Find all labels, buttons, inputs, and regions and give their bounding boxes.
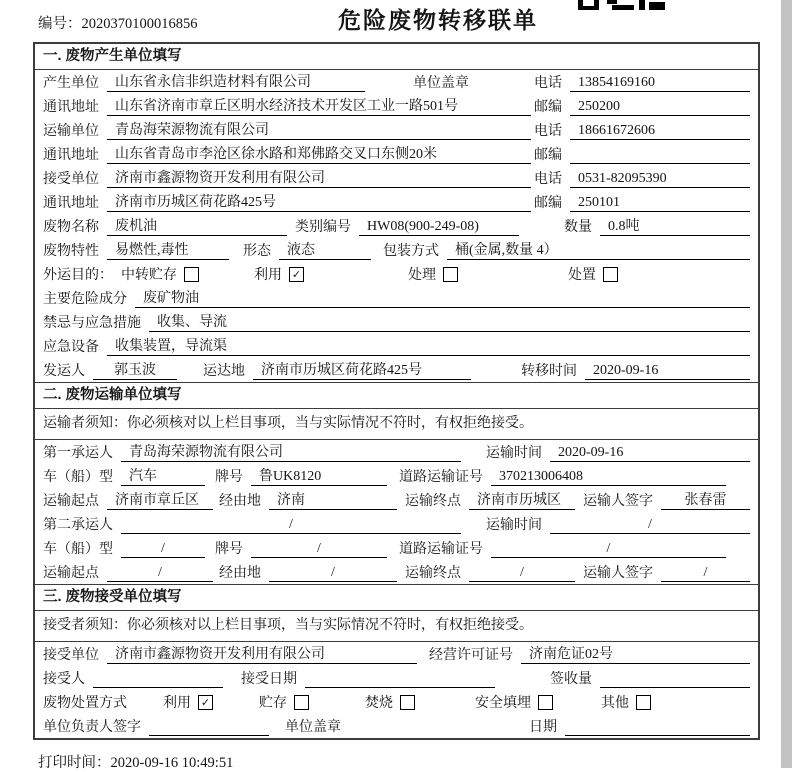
transporter-label: 运输单位: [43, 124, 99, 139]
treatment-checkbox: [443, 267, 458, 282]
option-label: 其他: [601, 696, 629, 711]
trait-value: 易燃性,毒性: [107, 239, 229, 260]
receiver-value: 济南市鑫源物资开发利用有限公司: [107, 167, 531, 188]
carrier2-vehicle-value: /: [121, 541, 205, 558]
recipient-value: [93, 687, 223, 688]
category-value: HW08(900-249-08): [359, 219, 519, 236]
carrier2-end-value: /: [469, 565, 575, 582]
form-row: [35, 286, 758, 310]
taboo-label: 禁忌与应急措施: [43, 316, 141, 331]
hazard-value: 废矿物油: [135, 287, 750, 308]
option-label: 贮存: [259, 696, 287, 711]
receiver-address-value: 济南市历城区荷花路425号: [107, 191, 531, 212]
print-time-value: 2020-09-16 10:49:51: [110, 755, 234, 771]
end-label: 运输终点: [405, 494, 461, 509]
form-row: [35, 190, 758, 214]
page-title: 危险废物转移联单: [338, 7, 538, 33]
destination-label: 运达地: [203, 364, 245, 379]
sign-label: 运输人签字: [583, 566, 653, 581]
carrier1-end-value: 济南市历城区: [469, 489, 575, 510]
form-row: [35, 512, 758, 536]
carrier1-plate-value: 鲁UK8120: [251, 465, 387, 486]
form-row: [35, 166, 758, 190]
form-row: [35, 262, 758, 286]
option-label: 安全填埋: [475, 696, 531, 711]
scrollbar-track[interactable]: [781, 0, 792, 768]
form-row: [35, 310, 758, 334]
serial-value: 2020370100016856: [81, 16, 198, 32]
waste-name-label: 废物名称: [43, 220, 99, 235]
option-label: 利用: [163, 696, 191, 711]
carrier1-origin-value: 济南市章丘区: [107, 489, 213, 510]
form-row: [35, 238, 758, 262]
carrier2-label: 第二承运人: [43, 518, 113, 533]
packing-label: 包装方式: [383, 244, 439, 259]
address-label: 通讯地址: [43, 148, 99, 163]
accept-date-value: [305, 687, 495, 688]
purpose-option-transfer-storage: [121, 264, 199, 284]
origin-label: 运输起点: [43, 566, 99, 581]
equipment-value: 收集装置，导流渠: [107, 335, 750, 356]
producer-phone-value: 13854169160: [570, 75, 750, 92]
transporter-address-value: 山东省青岛市李沧区徐水路和郑佛路交叉口东侧20米: [107, 143, 531, 164]
quantity-value: 0.8吨: [600, 215, 750, 236]
producer-zip-value: 250200: [570, 99, 750, 116]
zip-label: 邮编: [534, 100, 562, 115]
recipient-label: 接受人: [43, 672, 85, 687]
end-label: 运输终点: [405, 566, 461, 581]
taboo-value: 收集、导流: [149, 311, 750, 332]
document-header: [0, 0, 796, 42]
carrier2-plate-value: /: [251, 541, 387, 558]
sign-label: 运输人签字: [583, 494, 653, 509]
vehicle-label: 车（船）型: [43, 542, 113, 557]
plate-label: 牌号: [215, 542, 243, 557]
sender-label: 发运人: [43, 364, 85, 379]
transfer-time-label: 转移时间: [521, 364, 577, 379]
purpose-option-reuse: [254, 264, 304, 284]
disposal-option-reuse: [163, 692, 213, 712]
form-row: [35, 560, 758, 584]
transporter-value: 青岛海荣源物流有限公司: [107, 119, 531, 140]
received-amount-label: 签收量: [550, 672, 592, 687]
option-label: 处置: [568, 268, 596, 283]
disposal-option-incineration: [365, 692, 415, 712]
storage-checkbox: [294, 695, 309, 710]
receiver-phone-value: 0531-82095390: [570, 171, 750, 188]
carrier1-via-value: 济南: [269, 489, 397, 510]
road-license-label: 道路运输证号: [399, 542, 483, 557]
trait-label: 废物特性: [43, 244, 99, 259]
purpose-option-disposal: [568, 264, 618, 284]
form-row: [35, 464, 758, 488]
checkbox-mark: ✓: [291, 267, 302, 281]
form-row: [35, 214, 758, 238]
qr-code-fragment: [578, 0, 666, 10]
carrier1-name-value: 青岛海荣源物流有限公司: [121, 441, 461, 462]
carrier1-label: 第一承运人: [43, 446, 113, 461]
carrier2-name-value: /: [121, 517, 461, 534]
form-row: [35, 488, 758, 512]
via-label: 经由地: [219, 494, 261, 509]
carrier1-vehicle-value: 汽车: [121, 465, 205, 486]
phone-label: 电话: [534, 172, 562, 187]
destination-value: 济南市历城区荷花路425号: [253, 359, 471, 380]
phone-label: 电话: [534, 76, 562, 91]
carrier1-license-value: 370213006408: [491, 469, 726, 486]
producer-value: 山东省永信非织造材料有限公司: [107, 71, 365, 92]
purpose-option-treatment: [408, 264, 458, 284]
road-license-label: 道路运输证号: [399, 470, 483, 485]
carrier2-origin-value: /: [107, 565, 213, 582]
date-value: [565, 735, 750, 736]
form-row: [35, 536, 758, 560]
section2-title: 二. 废物运输单位填写: [35, 382, 758, 409]
other-checkbox: [636, 695, 651, 710]
serial-label: 编号：: [38, 16, 82, 32]
zip-label: 邮编: [534, 196, 562, 211]
landfill-checkbox: [538, 695, 553, 710]
carrier2-license-value: /: [491, 541, 726, 558]
origin-label: 运输起点: [43, 494, 99, 509]
equipment-label: 应急设备: [43, 340, 99, 355]
form-row: [35, 714, 758, 738]
incineration-checkbox: [400, 695, 415, 710]
transport-time-label: 运输时间: [486, 518, 542, 533]
transfer-storage-checkbox: [184, 267, 199, 282]
reuse-checkbox: [289, 267, 304, 282]
form-label: 形态: [243, 244, 271, 259]
disposal-checkbox: [603, 267, 618, 282]
disposal-method-label: 废物处置方式: [43, 696, 127, 711]
packing-value: 桶(金属,数量 4）: [447, 239, 750, 260]
plate-label: 牌号: [215, 470, 243, 485]
date-label: 日期: [529, 720, 557, 735]
carrier1-sign-value: 张春雷: [661, 489, 750, 510]
form-row: [35, 142, 758, 166]
form-row: [35, 358, 758, 382]
via-label: 经由地: [219, 566, 261, 581]
hazardous-waste-transfer-form: [33, 42, 760, 740]
section-receiver: [35, 584, 758, 738]
permit-label: 经营许可证号: [429, 648, 513, 663]
form-row: [35, 690, 758, 714]
form-value: 液态: [279, 239, 371, 260]
carrier1-time-value: 2020-09-16: [550, 445, 750, 462]
receiver-notice: 接受者须知：你必须核对以上栏目事项，当与实际情况不符时，有权拒绝接受。: [35, 611, 758, 642]
address-label: 通讯地址: [43, 100, 99, 115]
print-time-label: 打印时间：: [38, 755, 111, 771]
print-time: [38, 751, 233, 772]
received-amount-value: [600, 687, 750, 688]
section-transporter: [35, 382, 758, 584]
unit-seal-label: 单位盖章: [285, 720, 341, 735]
checkbox-mark: ✓: [200, 695, 211, 709]
receiver-label: 接受单位: [43, 648, 99, 663]
form-row: [35, 118, 758, 142]
form-row: [35, 666, 758, 690]
carrier2-time-value: /: [550, 517, 750, 534]
waste-name-value: 废机油: [107, 215, 287, 236]
transfer-time-value: 2020-09-16: [585, 363, 750, 380]
category-label: 类别编号: [295, 220, 351, 235]
disposal-option-storage: [259, 692, 309, 712]
transport-time-label: 运输时间: [486, 446, 542, 461]
option-label: 焚烧: [365, 696, 393, 711]
permit-value: 济南危证02号: [521, 643, 750, 664]
transporter-notice: 运输者须知：你必须核对以上栏目事项，当与实际情况不符时，有权拒绝接受。: [35, 409, 758, 440]
transporter-phone-value: 18661672606: [570, 123, 750, 140]
purpose-label: 外运目的：: [43, 268, 113, 283]
hazard-label: 主要危险成分: [43, 292, 127, 307]
option-label: 利用: [254, 268, 282, 283]
option-label: 处理: [408, 268, 436, 283]
principal-sign-value: [149, 735, 269, 736]
unit-seal-label: 单位盖章: [413, 76, 469, 91]
transporter-zip-value: [570, 163, 750, 164]
address-label: 通讯地址: [43, 196, 99, 211]
producer-address-value: 山东省济南市章丘区明水经济技术开发区工业一路501号: [107, 95, 531, 116]
form-row: [35, 94, 758, 118]
form-row: [35, 440, 758, 464]
option-label: 中转贮存: [121, 268, 177, 283]
phone-label: 电话: [534, 124, 562, 139]
form-row: [35, 70, 758, 94]
sender-value: 郭玉波: [93, 359, 177, 380]
section1-title: 一. 废物产生单位填写: [35, 44, 758, 70]
receiver-zip-value: 250101: [570, 195, 750, 212]
producer-label: 产生单位: [43, 76, 99, 91]
carrier2-sign-value: /: [661, 565, 750, 582]
carrier2-via-value: /: [269, 565, 397, 582]
reuse-checkbox: [198, 695, 213, 710]
receiver-label: 接受单位: [43, 172, 99, 187]
section3-title: 三. 废物接受单位填写: [35, 584, 758, 611]
accept-date-label: 接受日期: [241, 672, 297, 687]
principal-sign-label: 单位负责人签字: [43, 720, 141, 735]
vehicle-label: 车（船）型: [43, 470, 113, 485]
zip-label: 邮编: [534, 148, 562, 163]
form-row: [35, 642, 758, 666]
quantity-label: 数量: [564, 220, 592, 235]
form-row: [35, 334, 758, 358]
section-producer: [35, 44, 758, 382]
receiver-unit-value: 济南市鑫源物资开发利用有限公司: [107, 643, 417, 664]
disposal-option-other: [601, 692, 651, 712]
disposal-option-landfill: [475, 692, 553, 712]
